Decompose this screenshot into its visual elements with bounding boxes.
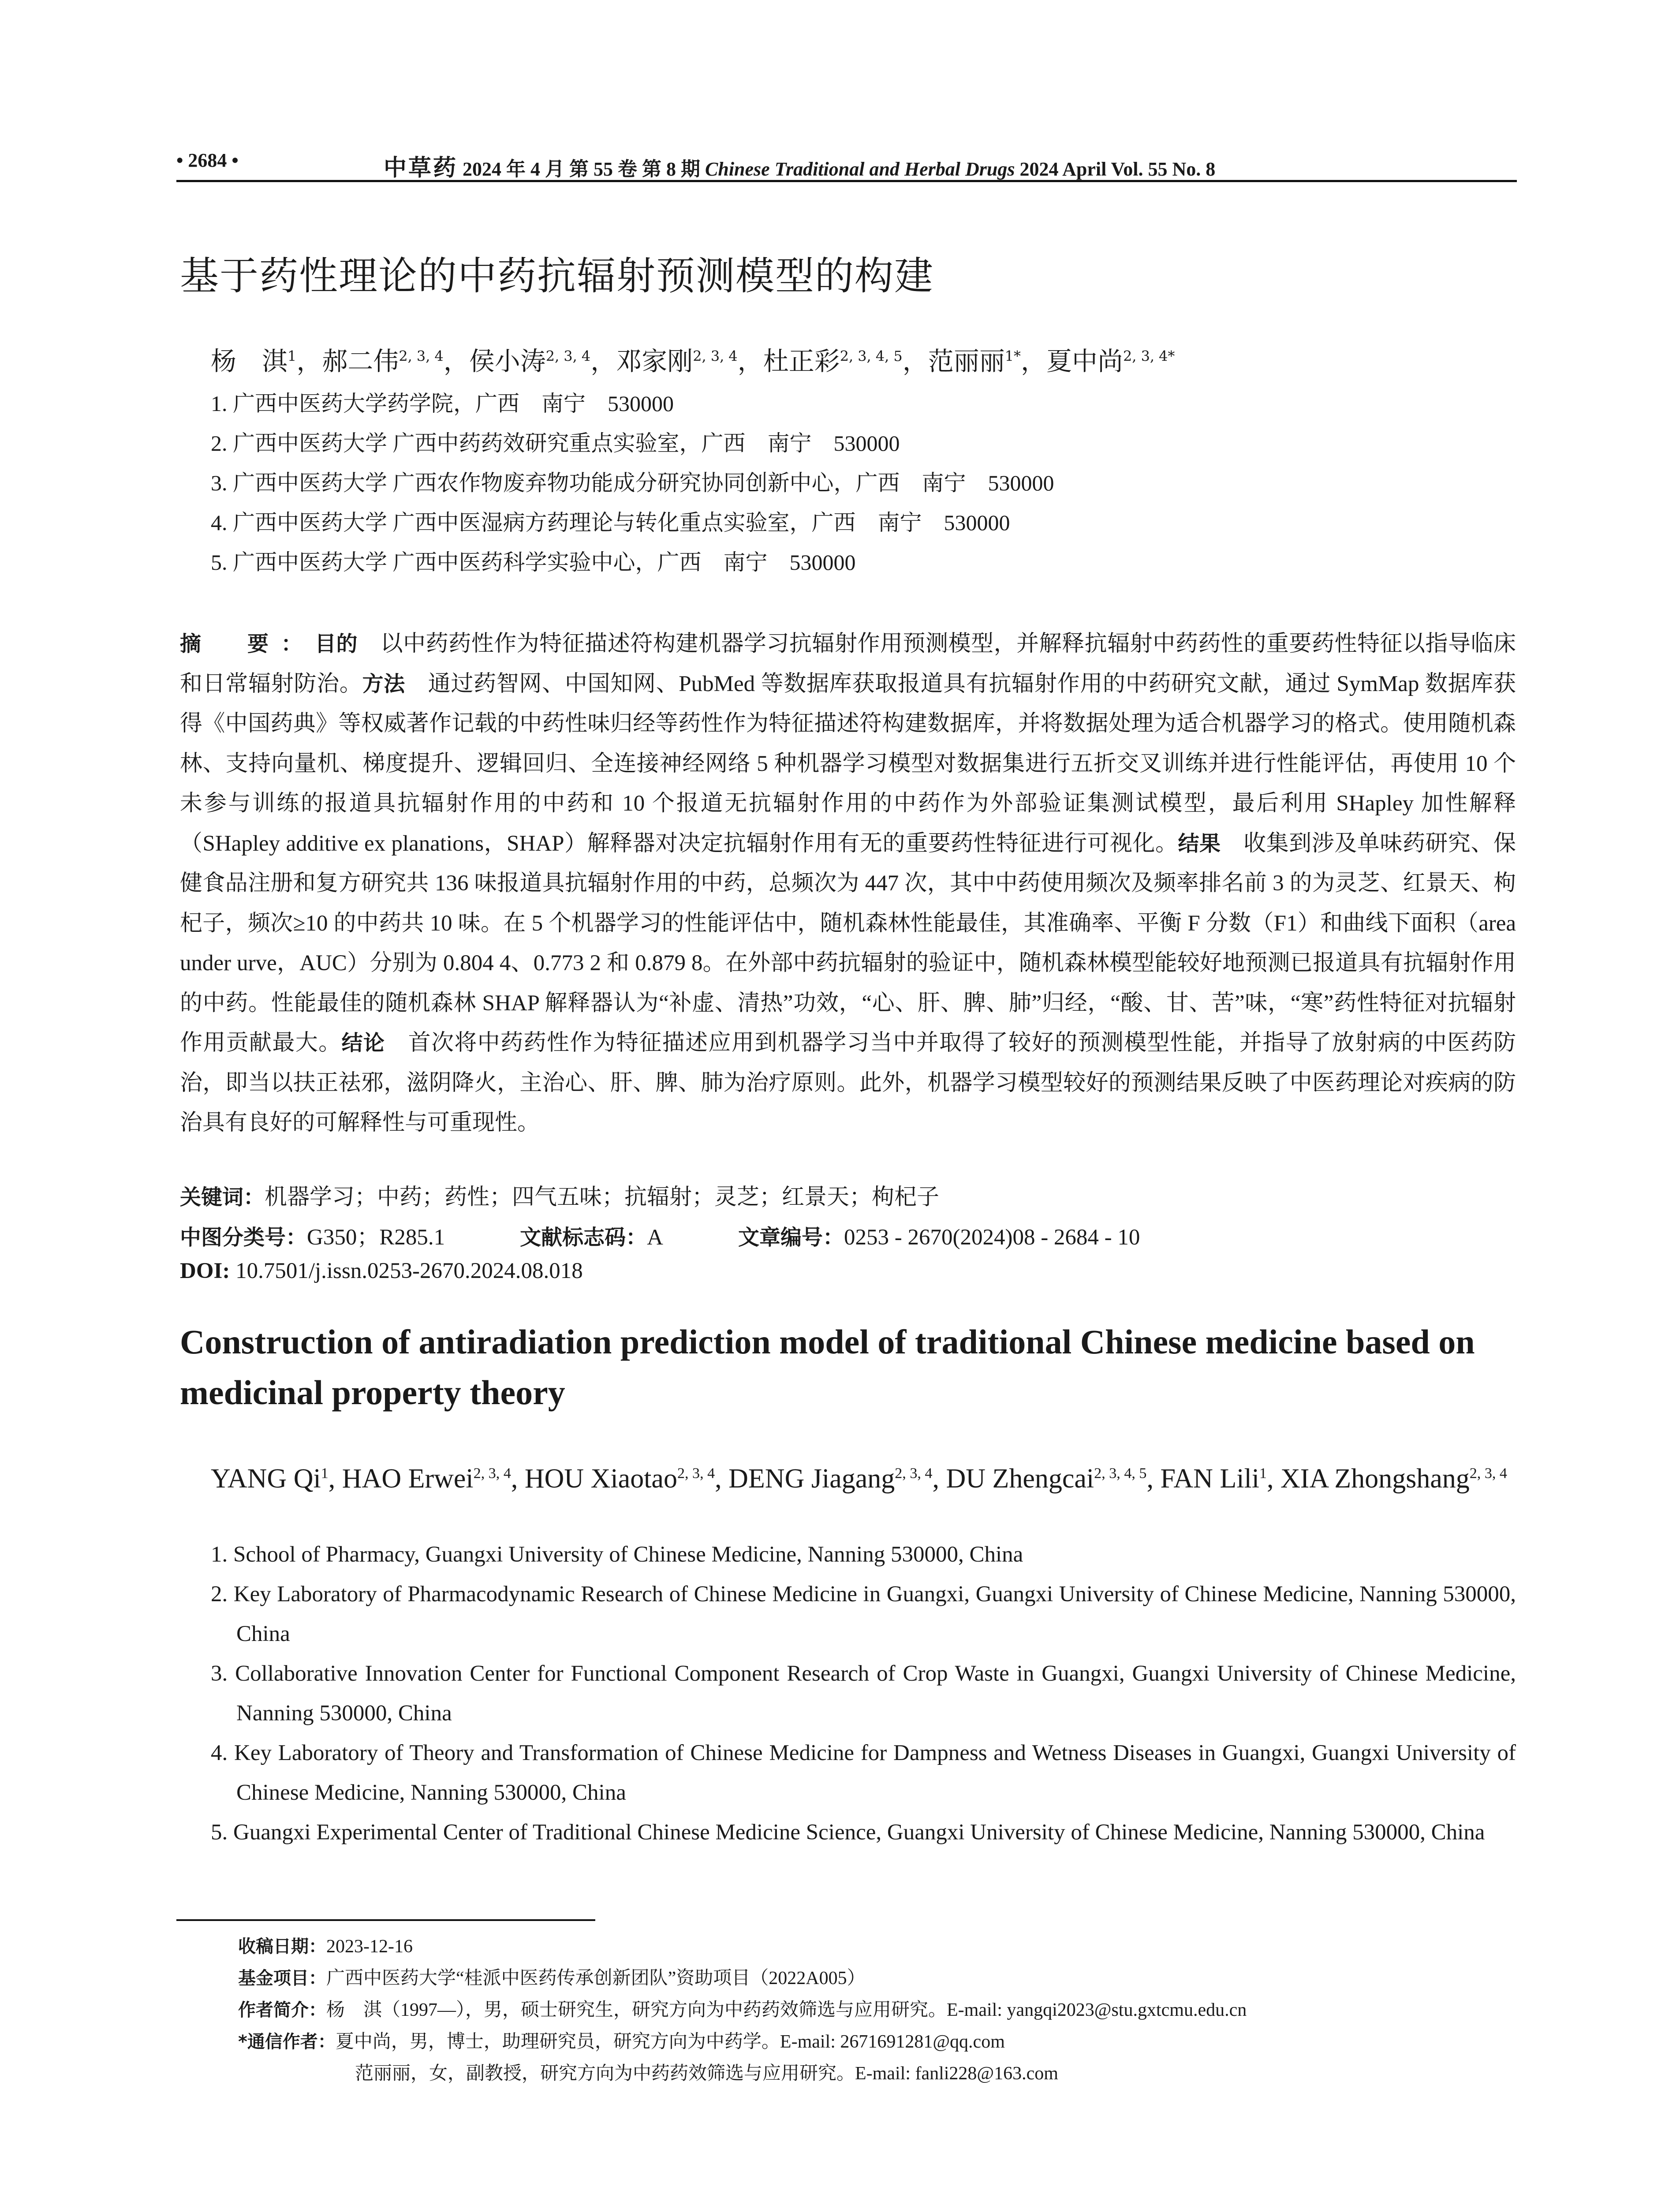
affiliation-cn: 1. 广西中医药大学药学院，广西 南宁 530000 xyxy=(211,391,674,416)
keywords-line xyxy=(180,1178,939,1211)
author-cn: 范丽丽$^{1*}$， xyxy=(928,346,1046,376)
corresponding-author: *通信作者：夏中尚，男，博士，助理研究员，研究方向为中药学。E-mail: 2671691281@qq.com xyxy=(238,2032,1005,2052)
author-cn: 邓家刚$^{2, 3, 4}$， xyxy=(616,346,763,376)
affiliations-cn xyxy=(211,384,1054,582)
affiliation-cn: 3. 广西中医药大学 广西农作物废弃物功能成分研究协同创新中心，广西 南宁 530000 xyxy=(211,471,1054,495)
conclusion-label: 结论 xyxy=(341,1031,385,1055)
affiliation-cn: 2. 广西中医药大学 广西中药药效研究重点实验室，广西 南宁 530000 xyxy=(211,431,900,456)
affiliation-en: 2. Key Laboratory of Pharmacodynamic Research of Chinese Medicine in Guangxi, Guangxi University of Chinese Medicine, Nanning 530000, China xyxy=(211,1582,1516,1646)
abstract-label: 摘 要： xyxy=(180,632,315,656)
affiliation-cn: 5. 广西中医药大学 广西中医药科学实验中心，广西 南宁 530000 xyxy=(211,550,856,575)
results-text: 收集到涉及单味药研究、保健食品注册和复方研究共 136 味报道具抗辐射作用的中药，总频次为 447 次，其中中药使用频次及频率排名前 3 的为灵芝、红景天、枸杞子，频次≥10 的中药共 10 味。在 5 个机器学习的性能评估中，随机森林性能最佳，其准确率、平衡 F 分数（F1）和曲线下面积（area under urve，AUC）分别为 0.804 4、0.773 2 和 0.879 8。在外部中药抗辐射的验证中，随机森林模型能较好地预测已报道具有抗辐射作用的中药。性能最佳的随机森林 SHAP 解释器认为“补虚、清热”功效，“心、肝、脾、肺”归经，“酸、甘、苦”味，“寒”药性特征对抗辐射作用贡献最大。 xyxy=(180,831,1516,1055)
issue-cn: 2024 年 4 月 第 55 卷 第 8 期 xyxy=(458,158,706,180)
doc-code-value: A xyxy=(647,1225,663,1250)
author-en: HAO Erwei$^{2, 3, 4}$, xyxy=(342,1463,525,1494)
affiliations-en xyxy=(211,1535,1516,1852)
methods-text: 通过药智网、中国知网、PubMed 等数据库获取报道具有抗辐射作用的中药研究文献，通过 SymMap 数据库获得《中国药典》等权威著作记载的中药性味归经等药性作为特征描述符构建数据库，并将数据处理为适合机器学习的格式。使用随机森林、支持向量机、梯度提升、逻辑回归、全连接神经网络 5 种机器学习模型对数据集进行五折交叉训练并进行性能评估，再使用 10 个未参与训练的报道具抗辐射作用的中药和 10 个报道无抗辐射作用的中药作为外部验证集测试模型，最后利用 SHapley 加性解释（SHapley additive ex planations，SHAP）解释器对决定抗辐射作用有无的重要药性特征进行可视化。 xyxy=(180,671,1516,856)
classification-line xyxy=(180,1218,1140,1251)
author-bio: 作者简介：杨 淇（1997—），男，硕士研究生，研究方向为中药药效筛选与应用研究。E-mail: yangqi2023@stu.gxtcmu.edu.cn xyxy=(238,2000,1247,2020)
affiliation-en: 5. Guangxi Experimental Center of Traditional Chinese Medicine Science, Guangxi University of Chinese Medicine, Nanning 530000, China xyxy=(211,1820,1485,1845)
keywords-label: 关键词： xyxy=(180,1185,265,1210)
objective-text: 以中药药性作为特征描述符构建机器学习抗辐射作用预测模型，并解释抗辐射中药药性的重要药性特征以指导临床和日常辐射防治。 xyxy=(180,632,1516,696)
results-label: 结果 xyxy=(1178,831,1221,856)
author-en: FAN Lili$^1$, xyxy=(1160,1463,1281,1494)
author-en: DENG Jiagang$^{2, 3, 4}$, xyxy=(728,1463,946,1494)
abstract-cn xyxy=(180,624,1516,1143)
paper-title-cn: 基于药性理论的中药抗辐射预测模型的构建 xyxy=(180,253,934,299)
journal-citation xyxy=(384,149,1215,182)
affiliation-en: 4. Key Laboratory of Theory and Transformation of Chinese Medicine for Dampness and Wetness Diseases in Guangxi, Guangxi University of Chinese Medicine, Nanning 530000, China xyxy=(211,1741,1516,1805)
article-number-value: 0253 - 2670(2024)08 - 2684 - 10 xyxy=(844,1225,1140,1250)
issue-en: 2024 April Vol. 55 No. 8 xyxy=(1015,158,1216,180)
affiliation-en: 3. Collaborative Innovation Center for Functional Component Research of Crop Waste in Guangxi, Guangxi University of Chinese Medicine, Nanning 530000, China xyxy=(211,1661,1516,1726)
journal-name-cn: 中草药 xyxy=(384,156,458,181)
running-header xyxy=(176,140,1517,182)
corresponding-author-2: 范丽丽，女，副教授，研究方向为中药药效筛选与应用研究。E-mail: fanli228@163.com xyxy=(355,2063,1058,2084)
author-cn: 杨 淇$^1$， xyxy=(211,346,322,376)
page-number: • 2684 • xyxy=(176,149,239,171)
received-date: 收稿日期：2023-12-16 xyxy=(238,1936,413,1957)
keywords-value: 机器学习；中药；药性；四气五味；抗辐射；灵芝；红景天；枸杞子 xyxy=(265,1185,940,1210)
author-en: HOU Xiaotao$^{2, 3, 4}$, xyxy=(524,1463,729,1494)
doi-label: DOI: xyxy=(180,1259,230,1283)
author-cn: 郝二伟$^{2, 3, 4}$， xyxy=(322,346,469,376)
author-cn: 侯小涛$^{2, 3, 4}$， xyxy=(469,346,616,376)
author-list-cn xyxy=(211,340,1175,377)
author-cn: 杜正彩$^{2, 3, 4, 5}$， xyxy=(763,346,928,376)
methods-label: 方法 xyxy=(362,671,405,696)
paper-title-en: Construction of antiradiation prediction model of traditional Chinese medicine based on medicinal property theory xyxy=(180,1323,1475,1412)
doi-value[interactable]: 10.7501/j.issn.0253-2670.2024.08.018 xyxy=(230,1259,583,1283)
author-en: DU Zhengcai$^{2, 3, 4, 5}$, xyxy=(946,1463,1161,1494)
author-list-en xyxy=(211,1453,1516,1499)
conclusion-text: 首次将中药药性作为特征描述应用到机器学习当中并取得了较好的预测模型性能，并指导了放射病的中医药防治，即当以扶正祛邪，滋阴降火，主治心、肝、脾、肺为治疗原则。此外，机器学习模型较好的预测结果反映了中医药理论对疾病的防治具有良好的可解释性与可重现性。 xyxy=(180,1031,1516,1135)
doc-code-label: 文献标志码： xyxy=(520,1225,647,1250)
footnote-divider xyxy=(176,1919,595,1921)
clc-value: G350；R285.1 xyxy=(307,1225,445,1250)
clc-label: 中图分类号： xyxy=(180,1225,307,1250)
affiliation-cn: 4. 广西中医药大学 广西中医湿病方药理论与转化重点实验室，广西 南宁 530000 xyxy=(211,510,1010,535)
author-en: YANG Qi$^1$, xyxy=(211,1463,342,1494)
objective-label: 目的 xyxy=(315,632,358,656)
doi-line xyxy=(180,1258,583,1284)
journal-name-en: Chinese Traditional and Herbal Drugs xyxy=(705,158,1015,180)
footnotes xyxy=(238,1931,1247,2089)
affiliation-en: 1. School of Pharmacy, Guangxi University of Chinese Medicine, Nanning 530000, China xyxy=(211,1542,1023,1567)
fund-info: 基金项目：广西中医药大学“桂派中医药传承创新团队”资助项目（2022A005） xyxy=(238,1968,866,1988)
author-cn: 夏中尚$^{2, 3, 4*}$ xyxy=(1046,346,1175,376)
article-number-label: 文章编号： xyxy=(738,1225,844,1250)
author-en: XIA Zhongshang$^{2, 3, 4}$ xyxy=(1280,1463,1507,1494)
